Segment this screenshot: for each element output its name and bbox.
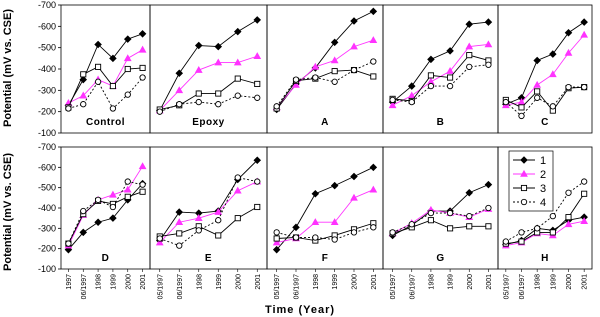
- x-tick-label: 06/1997: [519, 274, 526, 300]
- series-2-point-5: [485, 41, 491, 47]
- series-2-point-5: [139, 163, 145, 169]
- x-tick-label: 05/1997: [503, 274, 511, 300]
- series-1-point-5: [370, 8, 376, 14]
- series-4-point-3: [216, 102, 221, 107]
- series-1-point-5: [485, 19, 491, 25]
- series-2-point-5: [581, 218, 587, 224]
- series-4-point-0: [390, 97, 395, 102]
- x-tick-label: 2000: [566, 274, 573, 290]
- series-4-point-5: [486, 205, 491, 210]
- panel-frame: [61, 5, 150, 133]
- panel-label: C: [541, 117, 549, 128]
- series-2-line: [506, 35, 584, 105]
- panel-label: G: [436, 253, 445, 264]
- series-3-line: [277, 223, 374, 240]
- series-1-line: [506, 22, 584, 104]
- series-1-point-5: [254, 17, 260, 23]
- y-tick-label: -400: [37, 64, 56, 74]
- series-4-point-3: [110, 204, 115, 209]
- x-tick-label: 2000: [235, 274, 243, 290]
- series-4-point-1: [293, 77, 298, 82]
- legend-label-1: 1: [540, 155, 547, 167]
- panel-label: B: [436, 117, 445, 128]
- series-1-point-4: [351, 173, 357, 179]
- series-3-point-3: [216, 233, 221, 238]
- series-1-point-1: [176, 209, 182, 215]
- series-4-point-3: [332, 237, 337, 242]
- x-axis-label: Time (Year): [264, 304, 336, 316]
- panel-E: [150, 147, 267, 299]
- series-1-point-2: [196, 42, 202, 48]
- legend-label-4: 4: [540, 197, 547, 209]
- series-2-point-5: [254, 53, 260, 59]
- series-4-point-2: [95, 197, 100, 202]
- y-tick-label: -700: [37, 0, 56, 10]
- series-1-point-2: [428, 56, 434, 62]
- series-4-point-2: [196, 99, 201, 104]
- x-tick-label: 05/1997: [157, 274, 165, 300]
- x-tick-label: 2000: [351, 274, 359, 290]
- series-3-line: [393, 55, 489, 101]
- series-4-point-0: [503, 239, 508, 244]
- y-tick-label: -400: [37, 203, 56, 213]
- series-2-point-1: [409, 92, 415, 98]
- series-4-point-0: [274, 230, 279, 235]
- x-tick-label: 1997: [65, 274, 73, 290]
- series-3-line: [277, 70, 374, 108]
- series-3-point-0: [274, 236, 279, 241]
- series-3-point-5: [582, 191, 587, 196]
- legend-label-3: 3: [540, 183, 547, 195]
- series-4-point-3: [110, 106, 115, 111]
- series-4-point-1: [293, 235, 298, 240]
- series-4-point-5: [255, 179, 260, 184]
- panel-G: [383, 147, 498, 299]
- series-4-point-0: [274, 104, 279, 109]
- series-3-line: [506, 87, 584, 110]
- series-3-point-3: [550, 230, 555, 235]
- series-1-point-3: [550, 51, 556, 57]
- series-1-point-5: [485, 181, 491, 187]
- x-tick-label: 06/1997: [293, 274, 301, 300]
- series-4-point-4: [566, 84, 571, 89]
- x-tick-label: 06/1997: [80, 274, 88, 300]
- panel-frame: [267, 147, 383, 269]
- series-2-point-2: [312, 219, 318, 225]
- panel-label: Control: [85, 117, 126, 128]
- series-4-point-5: [371, 59, 376, 64]
- series-3-point-3: [216, 91, 221, 96]
- series-4-point-5: [140, 182, 145, 187]
- y-tick-label: -600: [37, 162, 56, 173]
- series-4-point-1: [409, 222, 414, 227]
- series-1-line: [68, 184, 142, 250]
- x-tick-label: 2001: [485, 274, 493, 290]
- series-3-point-4: [235, 216, 240, 221]
- series-3-line: [160, 207, 258, 236]
- panel-C: [498, 5, 592, 133]
- series-1-point-2: [312, 191, 318, 197]
- x-tick-label: 1999: [550, 274, 558, 290]
- series-4-point-0: [390, 230, 395, 235]
- series-3-point-2: [535, 89, 540, 94]
- series-1-point-3: [447, 48, 453, 54]
- series-4-point-1: [81, 102, 86, 107]
- panel-frame: [383, 5, 498, 133]
- series-3-point-1: [177, 231, 182, 236]
- x-tick-label: 1999: [215, 274, 223, 290]
- series-1-point-5: [581, 19, 587, 25]
- y-tick-label: -100: [37, 128, 56, 138]
- series-4-point-3: [550, 104, 555, 109]
- series-3-point-1: [519, 105, 524, 110]
- y-tick-label: -600: [37, 21, 56, 32]
- series-4-point-0: [66, 106, 71, 111]
- series-4-point-4: [566, 190, 571, 195]
- series-4-line: [277, 62, 374, 107]
- series-2-line: [393, 44, 489, 105]
- series-4-point-5: [371, 225, 376, 230]
- series-4-point-2: [313, 235, 318, 240]
- panel-frame: [61, 147, 150, 269]
- series-3-point-1: [519, 239, 524, 244]
- series-3-point-5: [486, 224, 491, 229]
- series-4-line: [160, 96, 258, 112]
- panel-label: D: [101, 253, 110, 264]
- x-tick-label: 06/1997: [409, 274, 417, 300]
- series-3-point-5: [140, 65, 145, 70]
- series-4-point-2: [313, 75, 318, 80]
- y-tick-label: -200: [37, 243, 56, 254]
- panel-A: [267, 5, 383, 133]
- y-tick-label: -300: [37, 223, 56, 234]
- x-tick-label: 05/1997: [274, 274, 282, 300]
- y-tick-label: -700: [37, 142, 56, 152]
- panel-frame: [150, 147, 267, 269]
- series-2-line: [277, 40, 374, 107]
- series-1-point-2: [95, 219, 101, 225]
- series-1-line: [506, 217, 584, 244]
- series-4-point-4: [235, 175, 240, 180]
- y-tick-label: -100: [37, 264, 56, 274]
- x-tick-label: 2001: [140, 274, 148, 290]
- series-4-point-3: [447, 83, 452, 88]
- series-4-point-3: [216, 218, 221, 223]
- x-tick-label: 1999: [110, 274, 118, 290]
- series-4-point-legend: [521, 199, 526, 204]
- panel-D: [38, 142, 150, 299]
- series-4-point-3: [447, 210, 452, 215]
- series-3-point-2: [428, 73, 433, 78]
- x-tick-label: 1998: [95, 274, 103, 290]
- series-3-point-4: [125, 194, 130, 199]
- x-tick-label: 2000: [466, 274, 474, 290]
- x-tick-label: 2001: [581, 274, 589, 290]
- x-tick-label: 06/1997: [176, 274, 184, 300]
- series-4-point-2: [95, 79, 100, 84]
- series-3-point-5: [255, 81, 260, 86]
- series-3-point-3: [447, 75, 452, 80]
- series-3-line: [68, 67, 142, 108]
- series-3-point-5: [140, 189, 145, 194]
- series-3-point-4: [125, 66, 130, 71]
- panel-frame: [383, 147, 498, 269]
- panel-label: A: [321, 117, 329, 128]
- x-tick-label: 1998: [428, 274, 436, 290]
- series-3-point-1: [81, 72, 86, 77]
- panel-label: E: [204, 253, 213, 264]
- series-3-point-4: [566, 215, 571, 220]
- series-3-point-3: [447, 226, 452, 231]
- series-3-point-4: [467, 224, 472, 229]
- series-2-line: [68, 166, 142, 245]
- series-3-line: [393, 220, 489, 233]
- series-2-point-5: [139, 47, 145, 53]
- panel-B: [383, 5, 498, 133]
- series-1-line: [160, 160, 258, 240]
- series-3-point-4: [467, 53, 472, 58]
- series-4-point-1: [177, 243, 182, 248]
- series-1-line: [160, 20, 258, 111]
- series-4-point-2: [534, 226, 539, 231]
- x-tick-label: 2000: [125, 274, 133, 290]
- series-3-point-5: [255, 204, 260, 209]
- series-1-point-1: [176, 70, 182, 76]
- series-4-point-1: [519, 230, 524, 235]
- series-3-point-3: [110, 83, 115, 88]
- panels-group: [38, 0, 592, 299]
- series-1-point-5: [139, 31, 145, 37]
- x-tick-label: 1998: [534, 274, 542, 290]
- panel-label: Epoxy: [192, 117, 225, 128]
- y-axis-label-bottom: Potential (mV vs. CSE): [2, 153, 14, 271]
- series-4-point-3: [550, 213, 555, 218]
- panel-Control: [38, 0, 150, 138]
- series-1-point-3: [331, 182, 337, 188]
- series-4-point-5: [581, 84, 586, 89]
- series-4-point-2: [428, 83, 433, 88]
- series-4-point-4: [467, 64, 472, 69]
- series-4-point-4: [351, 230, 356, 235]
- series-3-point-2: [196, 91, 201, 96]
- x-tick-label: 1998: [196, 274, 204, 290]
- series-1-point-2: [534, 57, 540, 63]
- series-4-point-4: [235, 93, 240, 98]
- panel-frame: [267, 5, 383, 133]
- series-3-point-4: [235, 76, 240, 81]
- series-4-point-1: [519, 113, 524, 118]
- panel-label: H: [541, 253, 549, 264]
- series-4-point-0: [66, 241, 71, 246]
- x-tick-label: 1998: [312, 274, 320, 290]
- series-2-point-5: [370, 186, 376, 192]
- series-4-point-2: [428, 210, 433, 215]
- legend: [509, 151, 553, 211]
- series-4-line: [393, 65, 489, 102]
- panel-F: [267, 147, 383, 299]
- series-4-point-1: [409, 99, 414, 104]
- series-1-point-4: [466, 21, 472, 27]
- series-4-point-3: [332, 79, 337, 84]
- x-tick-label: 2001: [370, 274, 378, 290]
- panel-frame: [498, 5, 592, 133]
- x-tick-label: 1999: [447, 274, 455, 290]
- series-2-line: [277, 190, 374, 243]
- series-4-point-1: [81, 208, 86, 213]
- series-1-point-4: [565, 30, 571, 36]
- series-4-point-0: [503, 99, 508, 104]
- series-4-line: [160, 178, 258, 246]
- series-1-line: [277, 11, 374, 109]
- series-2-point-2: [534, 82, 540, 88]
- series-1-point-5: [370, 164, 376, 170]
- series-3-point-2: [428, 218, 433, 223]
- y-tick-label: -200: [37, 106, 56, 117]
- series-4-point-5: [581, 179, 586, 184]
- panel-Epoxy: [150, 5, 267, 133]
- series-4-point-4: [351, 67, 356, 72]
- series-2-point-4: [125, 55, 131, 61]
- series-4-point-2: [534, 95, 539, 100]
- series-4-point-1: [177, 102, 182, 107]
- series-4-point-5: [140, 75, 145, 80]
- series-4-point-2: [196, 228, 201, 233]
- series-3-point-legend: [521, 185, 526, 190]
- series-3-point-5: [371, 74, 376, 79]
- x-tick-label: 2001: [254, 274, 262, 290]
- legend-box: [509, 151, 553, 211]
- y-tick-label: -500: [37, 42, 56, 53]
- x-tick-label: 05/1997: [390, 274, 398, 300]
- series-2-point-4: [351, 195, 357, 201]
- series-4-point-4: [125, 92, 130, 97]
- series-2-point-5: [581, 32, 587, 38]
- series-4-line: [68, 182, 142, 244]
- series-3-point-3: [332, 69, 337, 74]
- y-tick-label: -300: [37, 85, 56, 96]
- series-2-point-3: [331, 57, 337, 63]
- y-tick-label: -500: [37, 182, 56, 193]
- series-3-point-2: [95, 64, 100, 69]
- series-4-point-0: [157, 109, 162, 114]
- legend-label-2: 2: [540, 169, 547, 181]
- series-2-point-4: [125, 186, 131, 192]
- series-4-point-5: [255, 95, 260, 100]
- panel-label: F: [321, 253, 329, 264]
- series-1-line: [393, 22, 489, 102]
- series-2-point-4: [235, 187, 241, 193]
- series-4-point-4: [125, 179, 130, 184]
- x-tick-label: 1999: [332, 274, 340, 290]
- series-1-line: [393, 185, 489, 236]
- series-4-point-5: [486, 62, 491, 67]
- series-4-point-4: [467, 213, 472, 218]
- series-4-point-0: [157, 236, 162, 241]
- series-2-point-5: [370, 37, 376, 43]
- y-axis-label: Potential (mV vs. CSE): [2, 9, 14, 127]
